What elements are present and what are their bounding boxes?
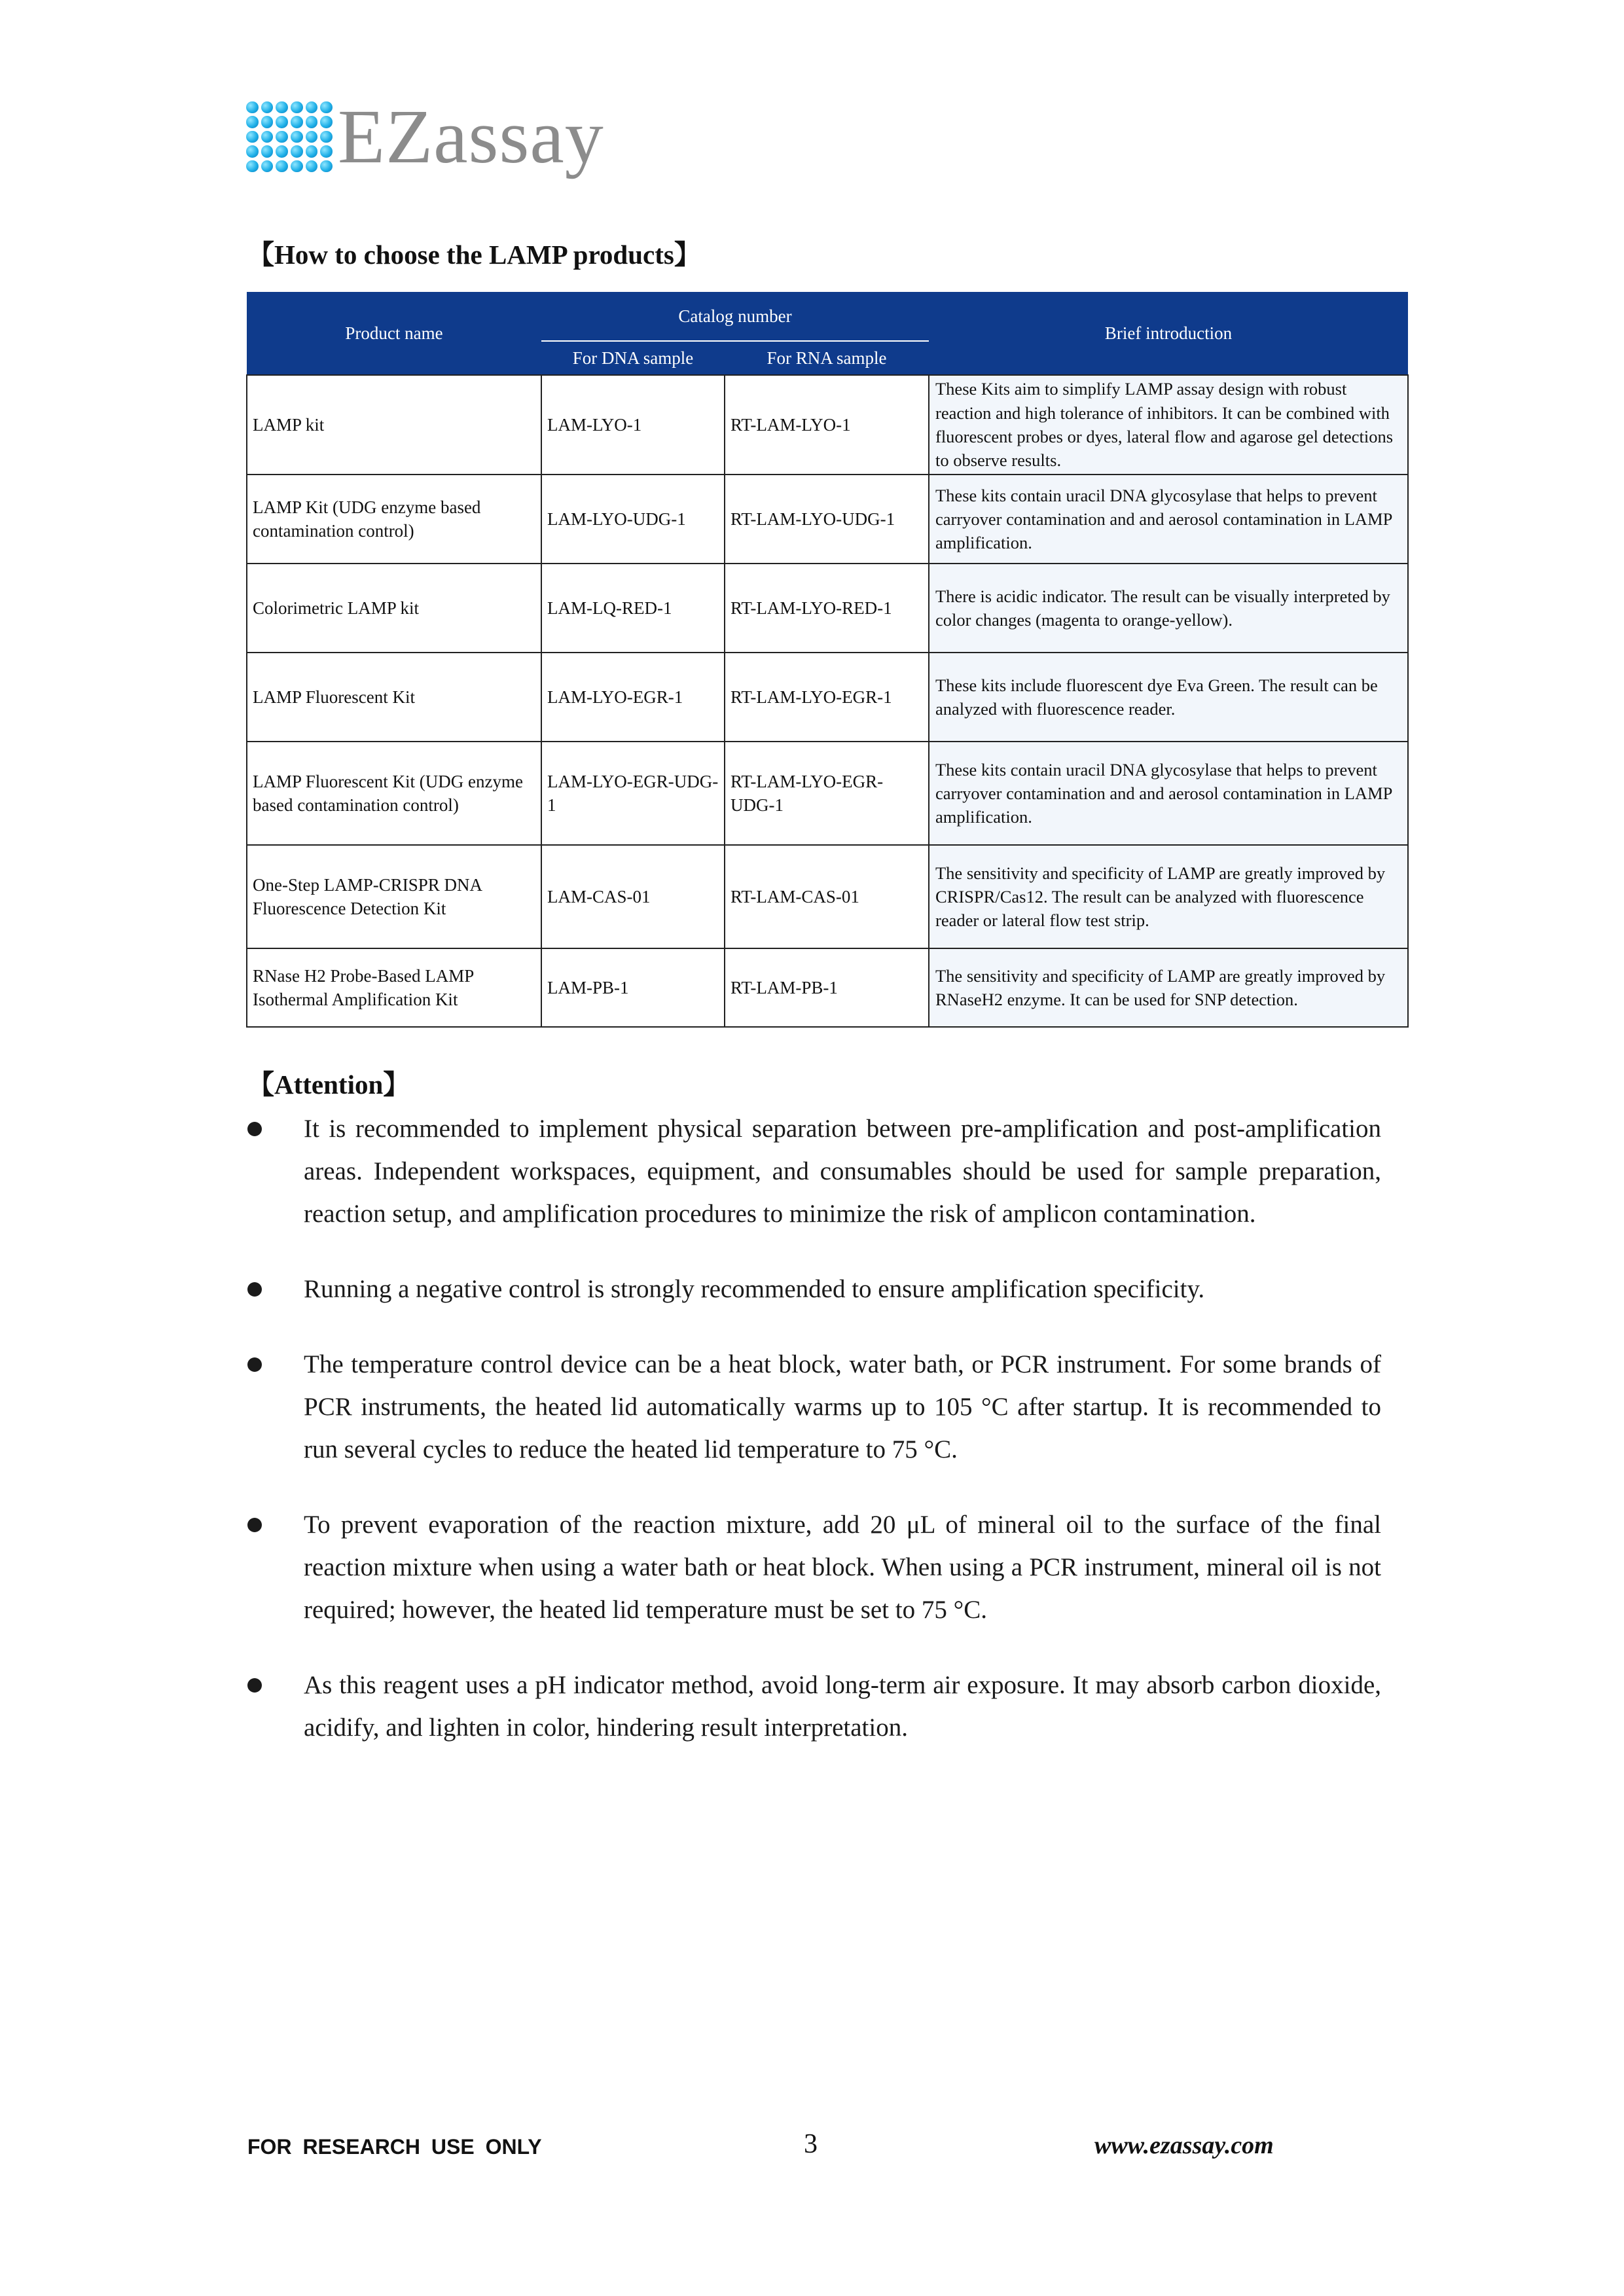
attention-text: Running a negative control is strongly recommended to ensure amplification specificity. <box>304 1275 1205 1303</box>
list-item <box>247 1107 1381 1235</box>
footer-research-notice: FOR RESEARCH USE ONLY <box>247 2135 542 2159</box>
dna-catalog-cell: LAM-LYO-EGR-UDG-1 <box>541 742 725 845</box>
dna-catalog-cell: LAM-CAS-01 <box>541 845 725 948</box>
table-row <box>247 375 1408 475</box>
table-row <box>247 475 1408 564</box>
table-row <box>247 845 1408 948</box>
dot-grid-logo-icon <box>246 101 333 172</box>
bullet-dot-icon <box>247 1357 262 1372</box>
attention-text: To prevent evaporation of the reaction mixture, add 20 μL of mineral oil to the surface of the final reaction mixture when using a water bath or heat block. When using a PCR instrument, mineral oil is not required; however, the heated lid temperature must be set to 75 °C. <box>304 1511 1381 1624</box>
table-row <box>247 564 1408 653</box>
dna-catalog-cell: LAM-PB-1 <box>541 948 725 1027</box>
bullet-dot-icon <box>247 1122 262 1136</box>
bullet-dot-icon <box>247 1518 262 1532</box>
product-name-cell: LAMP kit <box>247 375 541 475</box>
attention-text: The temperature control device can be a heat block, water bath, or PCR instrument. For some brands of PCR instruments, the heated lid automatically warms up to 105 °C after startup. It is recommended to run several cycles to reduce the heated lid temperature to 75 °C. <box>304 1350 1381 1463</box>
attention-title: 【Attention】 <box>247 1069 410 1100</box>
dna-catalog-cell: LAM-LQ-RED-1 <box>541 564 725 653</box>
intro-cell: The sensitivity and specificity of LAMP are greatly improved by CRISPR/Cas12. The result can be analyzed with fluorescence reader or lateral flow test strip. <box>929 845 1408 948</box>
attention-list <box>247 1107 1381 1782</box>
rna-catalog-cell: RT-LAM-LYO-EGR-UDG-1 <box>725 742 929 845</box>
choose-products-title: 【How to choose the LAMP products】 <box>247 240 701 270</box>
logo-text: EZassay <box>338 94 604 179</box>
dna-catalog-cell: LAM-LYO-EGR-1 <box>541 653 725 742</box>
dna-catalog-cell: LAM-LYO-1 <box>541 375 725 475</box>
product-name-cell: LAMP Fluorescent Kit <box>247 653 541 742</box>
page-number: 3 <box>804 2129 818 2159</box>
intro-cell: There is acidic indicator. The result can be visually interpreted by color changes (magenta to orange-yellow). <box>929 564 1408 653</box>
attention-text: As this reagent uses a pH indicator method, avoid long-term air exposure. It may absorb carbon dioxide, acidify, and lighten in color, hindering result interpretation. <box>304 1671 1381 1742</box>
rna-catalog-cell: RT-LAM-LYO-1 <box>725 375 929 475</box>
products-table <box>246 292 1409 1028</box>
intro-cell: These kits contain uracil DNA glycosylase that helps to prevent carryover contamination and and aerosol contamination in LAMP amplification. <box>929 742 1408 845</box>
rna-catalog-cell: RT-LAM-CAS-01 <box>725 845 929 948</box>
attention-text: It is recommended to implement physical separation between pre-amplification and post-amplification areas. Independent workspaces, equipment, and consumables should be used for sample preparation, reaction setup, and amplification procedures to minimize the risk of amplicon contamination. <box>304 1115 1381 1228</box>
dna-catalog-cell: LAM-LYO-UDG-1 <box>541 475 725 564</box>
list-item <box>247 1343 1381 1471</box>
list-item <box>247 1268 1381 1310</box>
rna-catalog-cell: RT-LAM-LYO-RED-1 <box>725 564 929 653</box>
rna-catalog-cell: RT-LAM-PB-1 <box>725 948 929 1027</box>
footer-website: www.ezassay.com <box>1094 2132 1274 2159</box>
product-name-cell: RNase H2 Probe-Based LAMP Isothermal Amplification Kit <box>247 948 541 1027</box>
header-brief-intro: Brief introduction <box>929 292 1408 375</box>
header-catalog-number: Catalog number <box>541 292 929 341</box>
intro-cell: These Kits aim to simplify LAMP assay design with robust reaction and high tolerance of inhibitors. It can be combined with fluorescent probes or dyes, lateral flow and agarose gel detections to observe results. <box>929 375 1408 475</box>
list-item <box>247 1503 1381 1631</box>
header-product-name: Product name <box>247 292 541 375</box>
product-name-cell: LAMP Fluorescent Kit (UDG enzyme based contamination control) <box>247 742 541 845</box>
list-item <box>247 1664 1381 1749</box>
rna-catalog-cell: RT-LAM-LYO-EGR-1 <box>725 653 929 742</box>
product-name-cell: One-Step LAMP-CRISPR DNA Fluorescence Detection Kit <box>247 845 541 948</box>
header-for-rna: For RNA sample <box>725 341 929 375</box>
product-name-cell: LAMP Kit (UDG enzyme based contamination control) <box>247 475 541 564</box>
bullet-dot-icon <box>247 1282 262 1297</box>
brand-logo <box>246 94 604 179</box>
intro-cell: The sensitivity and specificity of LAMP are greatly improved by RNaseH2 enzyme. It can be used for SNP detection. <box>929 948 1408 1027</box>
table-row <box>247 742 1408 845</box>
table-row <box>247 948 1408 1027</box>
header-for-dna: For DNA sample <box>541 341 725 375</box>
product-name-cell: Colorimetric LAMP kit <box>247 564 541 653</box>
intro-cell: These kits include fluorescent dye Eva Green. The result can be analyzed with fluorescence reader. <box>929 653 1408 742</box>
rna-catalog-cell: RT-LAM-LYO-UDG-1 <box>725 475 929 564</box>
bullet-dot-icon <box>247 1678 262 1693</box>
intro-cell: These kits contain uracil DNA glycosylase that helps to prevent carryover contamination and and aerosol contamination in LAMP amplification. <box>929 475 1408 564</box>
table-row <box>247 653 1408 742</box>
